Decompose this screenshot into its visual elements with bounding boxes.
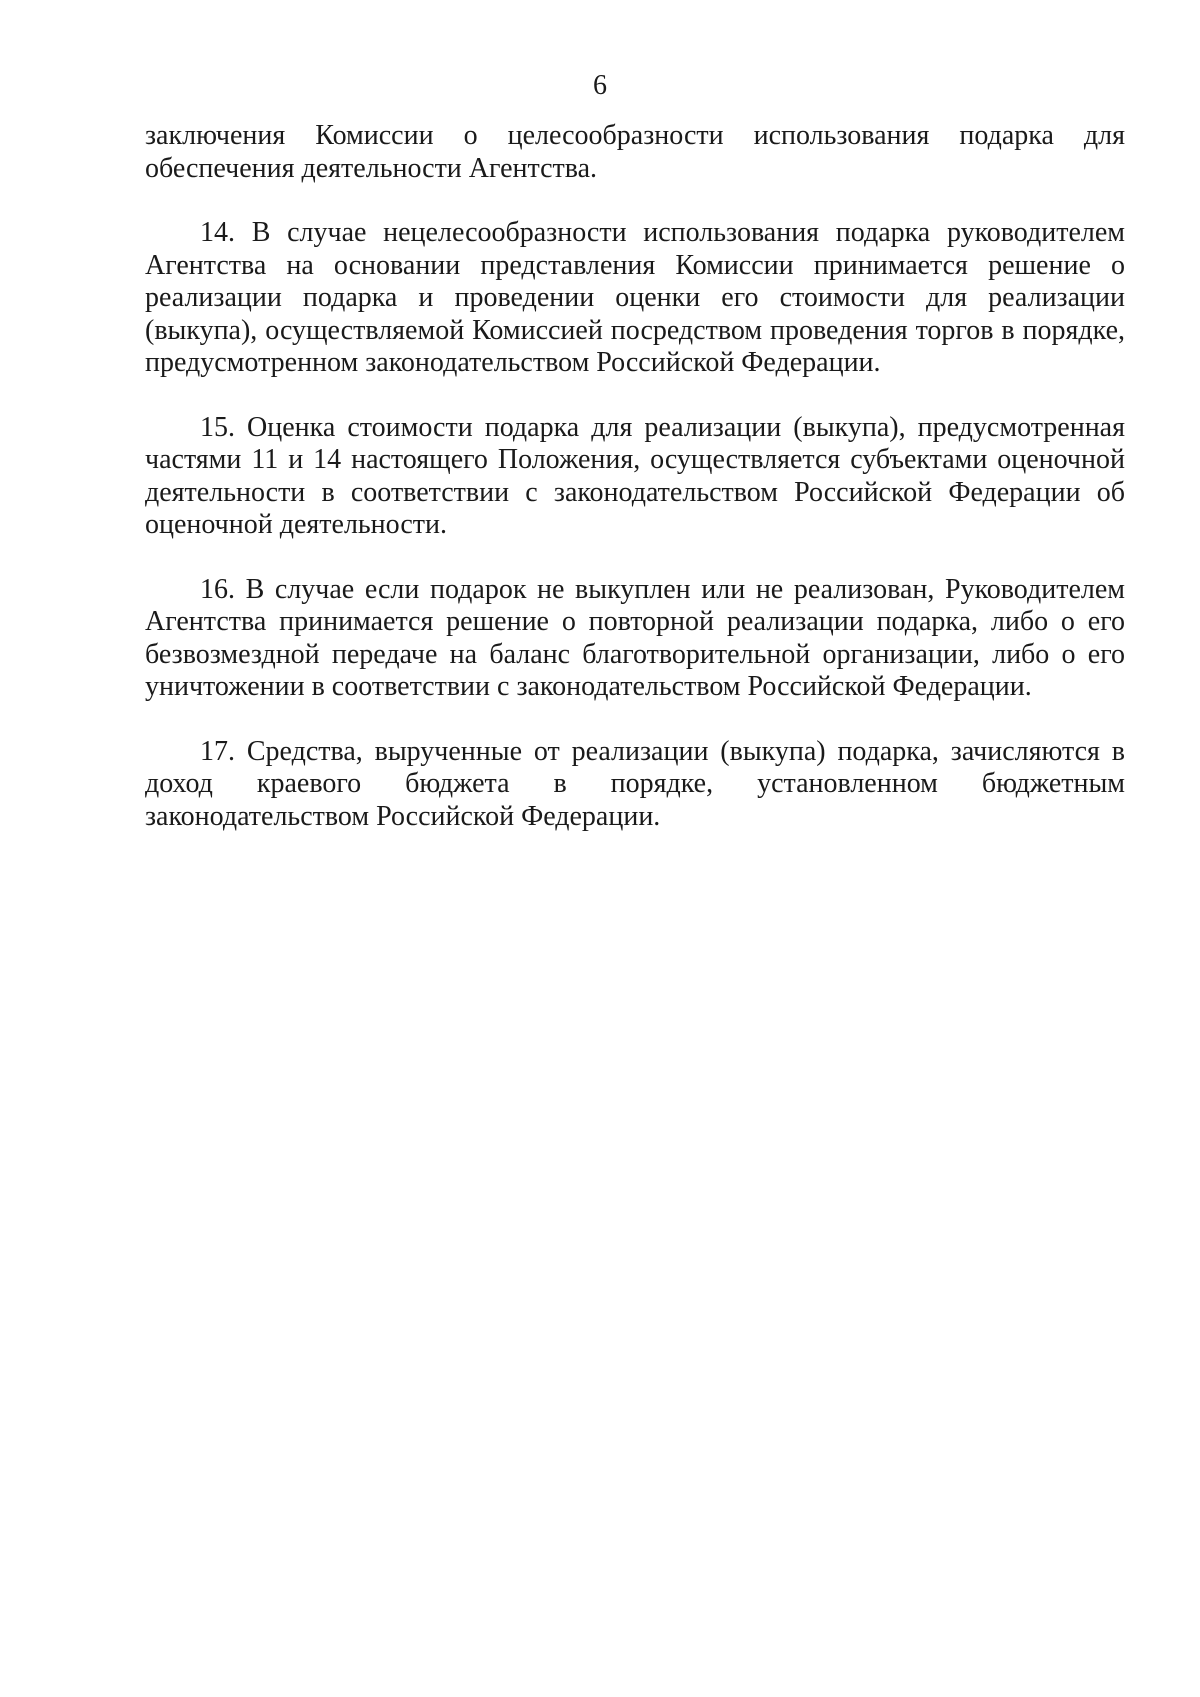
paragraph-item-17: 17. Средства, вырученные от реализации (выкупа) подарка, зачисляются в доход краевого бюджета в порядке, установленном бюджетным законодательством Российской Федерации. (145, 735, 1125, 832)
paragraph-continuation: заключения Комиссии о целесообразности использования подарка для обеспечения деятельности Агентства. (145, 120, 1125, 184)
paragraph-item-16: 16. В случае если подарок не выкуплен или не реализован, Руководителем Агентства принимается решение о повторной реализации подарка, либо о его безвозмездной передаче на баланс благотворительной организации, либо о его уничтожении в соответствии с законодательством Российской Федерации. (145, 573, 1125, 702)
document-body (145, 120, 1125, 865)
paragraph-item-15: 15. Оценка стоимости подарка для реализации (выкупа), предусмотренная частями 11 и 14 настоящего Положения, осуществляется субъектами оценочной деятельности в соответствии с законодательством Российской Федерации об оценочной деятельности. (145, 411, 1125, 540)
page-number: 6 (593, 70, 607, 101)
paragraph-item-14: 14. В случае нецелесообразности использования подарка руководителем Агентства на основании представления Комиссии принимается решение о реализации подарка и проведении оценки его стоимости для реализации (выкупа), осуществляемой Комиссией посредством проведения торгов в порядке, предусмотренном законодательством Российской Федерации. (145, 217, 1125, 378)
